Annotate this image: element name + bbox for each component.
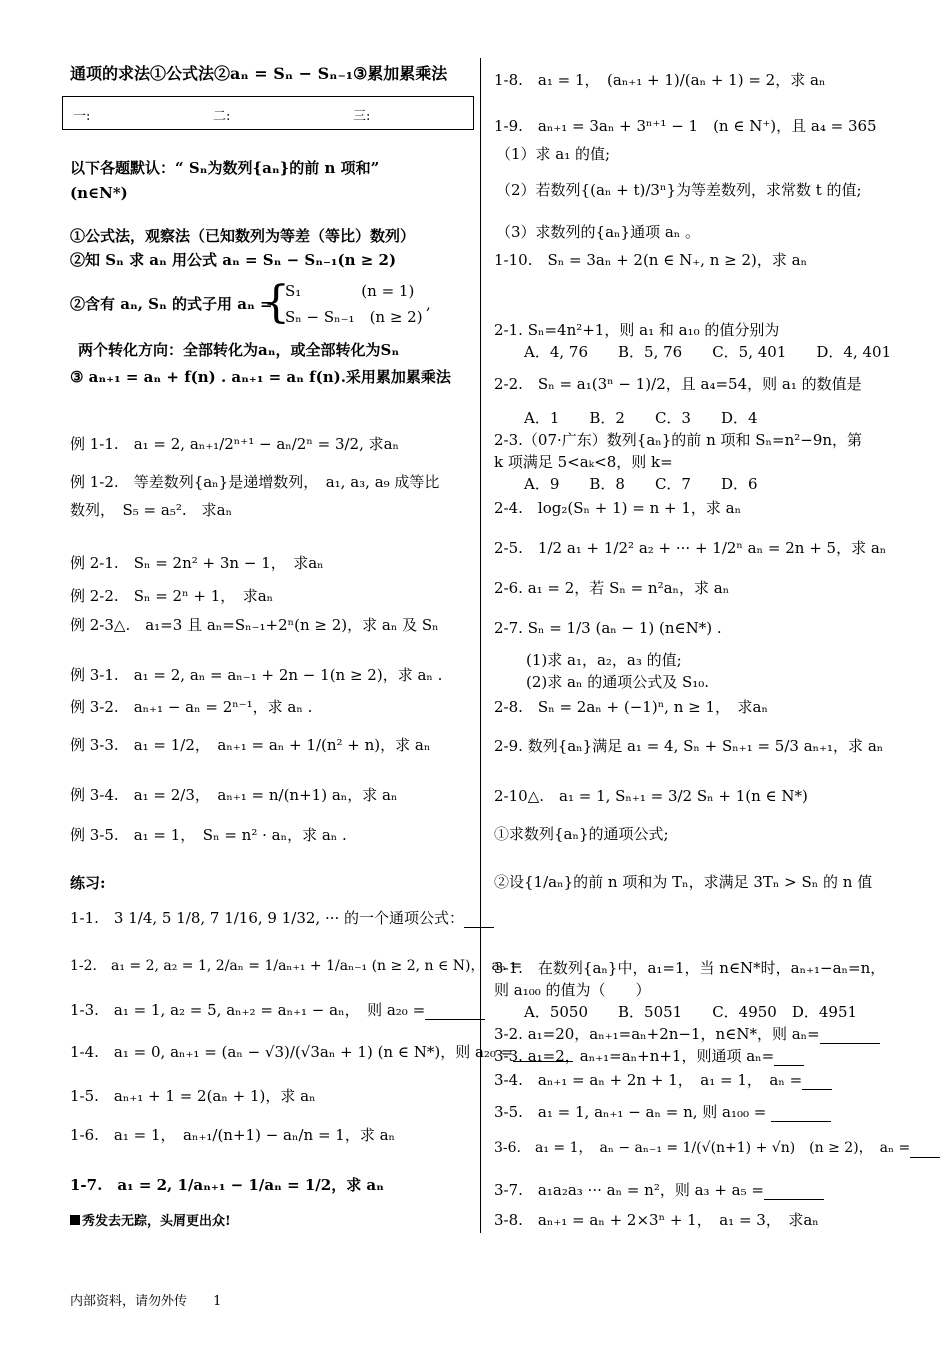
box-label-2: 二:	[213, 109, 231, 124]
practice-1-9-q3: （3）求数列的{aₙ}通项 aₙ 。	[496, 223, 701, 241]
method-3-case-1: S₁ (n = 1)	[285, 282, 415, 300]
practice-2-2: 2-2. Sₙ = a₁(3ⁿ − 1)/2，且 a₄=54，则 a₁ 的数值是	[494, 375, 862, 393]
practice-3-4	[494, 1070, 832, 1090]
practice-3-3	[494, 1046, 804, 1066]
practice-3-7-text: 3-7. a₁a₂a₃ ··· aₙ = n²，则 a₃ + a₅ =	[494, 1181, 764, 1199]
page-footer	[70, 1290, 221, 1309]
practice-2-7-q1: (1)求 a₁，a₂，a₃ 的值;	[526, 651, 682, 669]
practice-1-9-q2: （2）若数列{(aₙ + t)/3ⁿ}为等差数列，求常数 t 的值;	[496, 181, 862, 199]
box-label-1: 一:	[73, 109, 91, 124]
method-1: ①公式法，观察法（已知数列为等差（等比）数列）	[70, 227, 416, 245]
example-3-4: 例 3-4. a₁ = 2/3， aₙ₊₁ = n/(n+1) aₙ，求 aₙ	[70, 786, 398, 804]
practice-1-1	[70, 908, 494, 928]
practice-3-1: 3-1. 在数列{aₙ}中，a₁=1，当 n∈N*时，aₙ₊₁−aₙ=n，	[494, 959, 886, 977]
method-3-case-2: Sₙ − Sₙ₋₁ (n ≥ 2)	[285, 308, 423, 326]
answer-blank	[771, 1107, 831, 1122]
practice-2-10-q2: ②设{1/aₙ}的前 n 项和为 Tₙ，求满足 3Tₙ > Sₙ 的 n 值	[494, 873, 873, 891]
method-accumulate: ③ aₙ₊₁ = aₙ + f(n) . aₙ₊₁ = aₙ f(n).采用累加累乘法	[70, 368, 451, 386]
motto-text: 秀发去无踪，头屑更出众!	[82, 1214, 231, 1229]
practice-3-4-text: 3-4. aₙ₊₁ = aₙ + 2n + 1， a₁ = 1， aₙ =	[494, 1071, 803, 1089]
default-note-n: (n∈N*)	[70, 184, 128, 202]
answer-blank	[910, 1143, 940, 1158]
practice-heading: 练习:	[70, 874, 106, 892]
two-directions: 两个转化方向：全部转化为aₙ，或全部转化为Sₙ	[78, 341, 400, 359]
practice-2-9: 2-9. 数列{aₙ}满足 a₁ = 4, Sₙ + Sₙ₊₁ = 5/3 aₙ₊₁，求 aₙ	[494, 737, 884, 755]
practice-3-7	[494, 1180, 824, 1200]
square-bullet-icon	[70, 1215, 80, 1225]
practice-2-6: 2-6. a₁ = 2，若 Sₙ = n²aₙ，求 aₙ	[494, 579, 730, 597]
practice-1-3-text: 1-3. a₁ = 1, a₂ = 5, aₙ₊₂ = aₙ₊₁ − aₙ， 则 a₂₀ =	[70, 1001, 426, 1019]
practice-3-5-text: 3-5. a₁ = 1, aₙ₊₁ − aₙ = n, 则 a₁₀₀ =	[494, 1103, 767, 1121]
example-3-3: 例 3-3. a₁ = 1/2， aₙ₊₁ = aₙ + 1/(n² + n)，求 aₙ	[70, 736, 431, 754]
practice-3-2	[494, 1024, 880, 1044]
practice-2-2-options: A．1 B．2 C．3 D．4	[524, 409, 758, 427]
practice-3-2-text: 3-2. a₁=20，aₙ₊₁=aₙ+2n−1，n∈N*，则 aₙ=	[494, 1025, 820, 1043]
section-title: 通项的求法①公式法②aₙ = Sₙ − Sₙ₋₁③累加累乘法	[70, 64, 448, 83]
method-3: ②含有 aₙ, Sₙ 的式子用 aₙ =	[70, 295, 273, 313]
practice-2-10: 2-10△. a₁ = 1, Sₙ₊₁ = 3/2 Sₙ + 1(n ∈ N*)	[494, 787, 808, 805]
example-2-1: 例 2-1. Sₙ = 2n² + 3n − 1， 求aₙ	[70, 554, 324, 572]
practice-2-3-cont: k 项满足 5<aₖ<8，则 k=	[494, 453, 673, 471]
practice-2-5: 2-5. 1/2 a₁ + 1/2² a₂ + ··· + 1/2ⁿ aₙ = 2n + 5，求 aₙ	[494, 539, 887, 557]
answer-blank	[820, 1029, 880, 1044]
practice-1-7: 1-7. a₁ = 2, 1/aₙ₊₁ − 1/aₙ = 1/2，求 aₙ	[70, 1176, 384, 1194]
practice-1-9-q1: （1）求 a₁ 的值;	[496, 145, 611, 163]
example-2-2: 例 2-2. Sₙ = 2ⁿ + 1， 求aₙ	[70, 587, 274, 605]
practice-1-3	[70, 1000, 485, 1020]
practice-1-1-text: 1-1. 3 1/4, 5 1/8, 7 1/16, 9 1/32, ··· 的一个通项公式：	[70, 909, 465, 927]
practice-3-3-text: 3-3. a₁=2，aₙ₊₁=aₙ+n+1，则通项 aₙ=	[494, 1047, 775, 1065]
page-number: 1	[213, 1294, 222, 1309]
practice-2-8: 2-8. Sₙ = 2aₙ + (−1)ⁿ, n ≥ 1， 求aₙ	[494, 698, 768, 716]
practice-2-1-options: A．4, 76 B．5, 76 C．5, 401 D．4, 401	[524, 343, 892, 361]
example-3-1: 例 3-1. a₁ = 2, aₙ = aₙ₋₁ + 2n − 1(n ≥ 2)，求 aₙ .	[70, 666, 443, 684]
practice-1-6: 1-6. a₁ = 1， aₙ₊₁/(n+1) − aₙ/n = 1，求 aₙ	[70, 1126, 396, 1144]
practice-2-10-q1: ①求数列{aₙ}的通项公式;	[494, 825, 669, 843]
practice-2-3: 2-3.（07·广东）数列{aₙ}的前 n 项和 Sₙ=n²−9n，第	[494, 431, 863, 449]
footer-text: 内部资料，请勿外传	[70, 1294, 188, 1309]
answer-blank	[802, 1075, 832, 1090]
motto	[70, 1212, 231, 1232]
comma: ,	[426, 295, 431, 313]
answer-blank	[774, 1051, 804, 1066]
practice-3-6	[494, 1138, 940, 1158]
practice-3-8: 3-8. aₙ₊₁ = aₙ + 2×3ⁿ + 1， a₁ = 3， 求aₙ	[494, 1211, 819, 1229]
practice-2-3-options: A．9 B．8 C．7 D．6	[524, 475, 758, 493]
practice-2-7-q2: (2)求 aₙ 的通项公式及 S₁₀.	[526, 673, 710, 691]
practice-2-7: 2-7. Sₙ = 1/3 (aₙ − 1) (n∈N*) .	[494, 619, 722, 637]
example-3-2: 例 3-2. aₙ₊₁ − aₙ = 2ⁿ⁻¹，求 aₙ .	[70, 698, 313, 716]
practice-3-1-options: A．5050 B．5051 C．4950 D．4951	[524, 1003, 858, 1021]
answer-blank	[425, 1005, 485, 1020]
practice-1-10: 1-10. Sₙ = 3aₙ + 2(n ∈ N₊, n ≥ 2)，求 aₙ	[494, 251, 808, 269]
example-2-3: 例 2-3△. a₁=3 且 aₙ=Sₙ₋₁+2ⁿ(n ≥ 2)，求 aₙ 及 Sₙ	[70, 616, 439, 634]
answer-blank	[464, 913, 494, 928]
practice-1-4-text: 1-4. a₁ = 0, aₙ₊₁ = (aₙ − √3)/(√3aₙ + 1) (n ∈ N*)，则 a₂₀ =	[70, 1043, 514, 1061]
practice-1-2: 1-2. a₁ = 2, a₂ = 1, 2/aₙ = 1/aₙ₊₁ + 1/aₙ₋₁ (n ≥ 2, n ∈ N)， aₙ =	[70, 958, 523, 974]
answer-blank	[764, 1185, 824, 1200]
default-note: 以下各题默认：“ Sₙ为数列{aₙ}的前 n 项和”	[70, 159, 380, 177]
practice-2-1: 2-1. Sₙ=4n²+1，则 a₁ 和 a₁₀ 的值分别为	[494, 321, 780, 339]
example-1-2-cont: 数列， S₅ = a₅². 求aₙ	[70, 501, 233, 519]
example-1-2: 例 1-2. 等差数列{aₙ}是递增数列， a₁, a₃, a₉ 成等比	[70, 473, 440, 491]
practice-1-8: 1-8. a₁ = 1， (aₙ₊₁ + 1)/(aₙ + 1) = 2，求 aₙ	[494, 71, 826, 89]
practice-1-9: 1-9. aₙ₊₁ = 3aₙ + 3ⁿ⁺¹ − 1 (n ∈ N⁺)，且 a₄ = 365	[494, 117, 877, 135]
practice-2-4: 2-4. log₂(Sₙ + 1) = n + 1，求 aₙ	[494, 499, 742, 517]
method-2: ②知 Sₙ 求 aₙ 用公式 aₙ = Sₙ − Sₙ₋₁(n ≥ 2)	[70, 251, 397, 269]
practice-1-5: 1-5. aₙ₊₁ + 1 = 2(aₙ + 1)，求 aₙ	[70, 1087, 316, 1105]
brace: {	[262, 277, 290, 328]
box-label-3: 三:	[353, 109, 371, 124]
practice-3-6-text: 3-6. a₁ = 1， aₙ − aₙ₋₁ = 1/(√(n+1) + √n) (n ≥ 2)， aₙ =	[494, 1140, 911, 1156]
practice-3-1-cont: 则 a₁₀₀ 的值为（ ）	[494, 981, 651, 999]
answer-box	[62, 96, 474, 130]
practice-3-5	[494, 1102, 831, 1122]
example-3-5: 例 3-5. a₁ = 1， Sₙ = n² · aₙ，求 aₙ .	[70, 826, 347, 844]
example-1-1: 例 1-1. a₁ = 2, aₙ₊₁/2ⁿ⁺¹ − aₙ/2ⁿ = 3/2, 求aₙ	[70, 435, 400, 453]
